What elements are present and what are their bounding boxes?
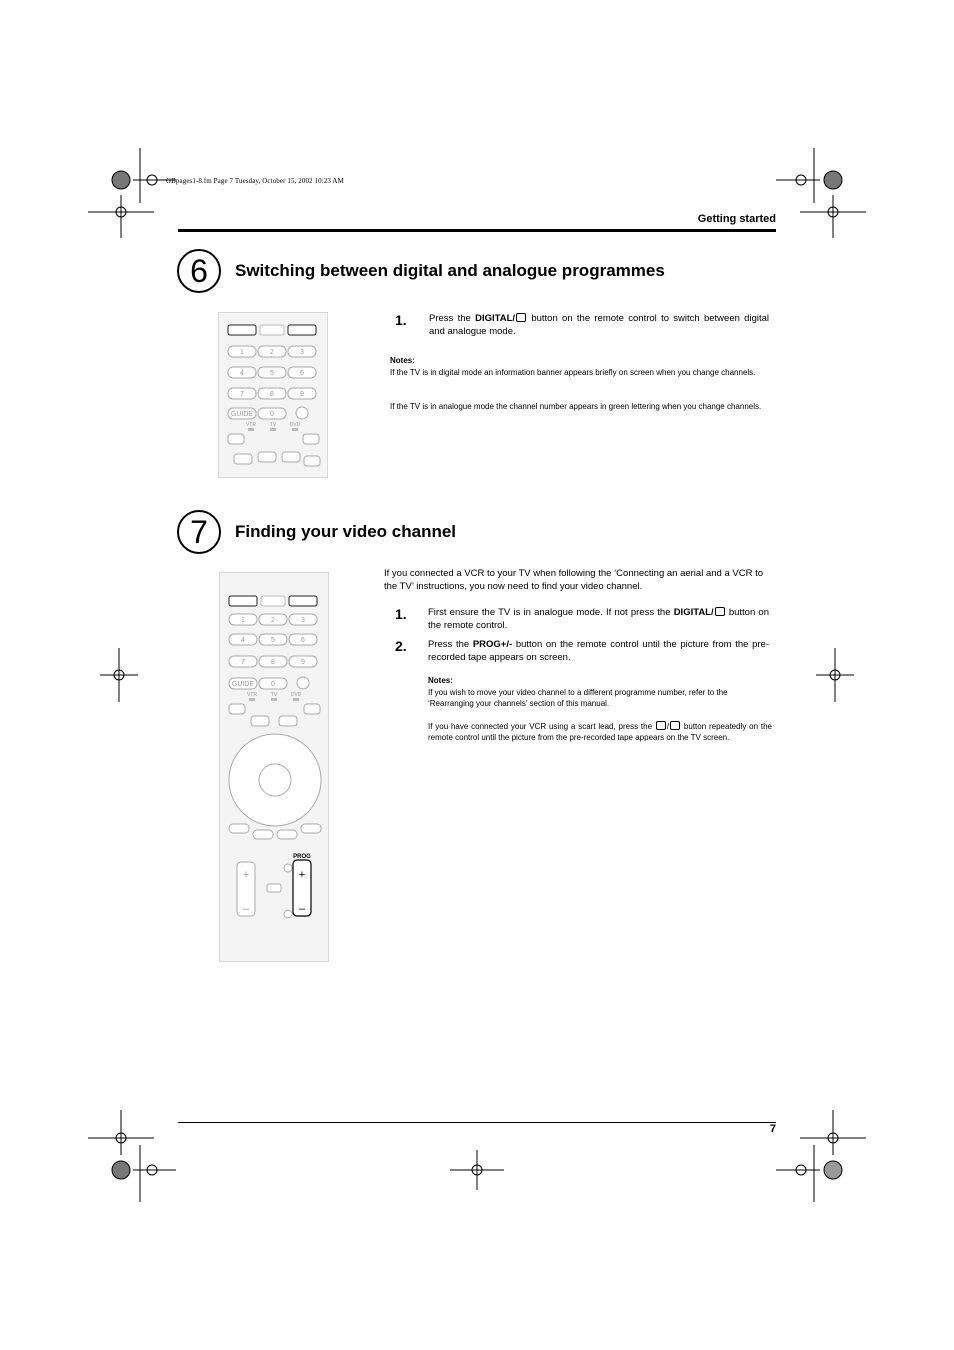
remote2-key-6: 6 — [301, 637, 305, 644]
remote1-key-6: 6 — [300, 370, 304, 377]
s7-note2-a: If you have connected your VCR using a scart lead, press the — [428, 722, 655, 731]
section-7-step-2 — [428, 638, 769, 664]
remote1-mode-vtr: VTR — [246, 422, 256, 428]
section-7-intro: If you connected a VCR to your TV when following the ‘Connecting an aerial and a VCR to the TV’ instructions, you now need to find your video channel. — [384, 568, 763, 592]
remote1-key-0: 0 — [270, 411, 274, 418]
page-number: 7 — [769, 1123, 776, 1135]
remote2-mode-vtr: VTR — [247, 692, 257, 698]
remote2-mode-tv: TV — [270, 692, 278, 698]
section-7-note-2: If you have connected your VCR using a scart lead, press the / button repeatedly on the remote control until the picture from the pre-recorded tape appears on the TV screen. — [428, 722, 772, 742]
remote2-guide: GUIDE — [231, 681, 255, 688]
section-6-note-1: If the TV is in digital mode an information banner appears briefly on screen when you change channels. — [390, 368, 756, 377]
remote1-key-1: 1 — [240, 349, 244, 356]
remote2-key-4: 4 — [241, 637, 245, 644]
s7-step2-bold: PROG+/- — [472, 639, 513, 650]
section-6-title: Switching between digital and analogue programmes — [235, 261, 665, 280]
remote1-mode-tv: TV — [269, 422, 277, 428]
remote1-key-3: 3 — [300, 349, 304, 356]
s7-step2-a: Press the — [428, 639, 473, 650]
section-6-notes-heading: Notes: — [390, 356, 415, 365]
s6-step1-b: button on the remote control to switch between digital and analogue mode. — [429, 313, 770, 337]
header-rule — [178, 229, 776, 232]
footer-rule — [178, 1122, 776, 1123]
remote2-prog-minus: – — [298, 903, 306, 915]
s7-step1-a: First ensure the TV is in analogue mode. If not press the — [428, 607, 674, 618]
input-icon — [656, 721, 666, 730]
file-info: GBpages1-8.fm Page 7 Tuesday, October 15, 2002 10:23 AM — [166, 177, 344, 185]
remote1-key-2: 2 — [270, 349, 274, 356]
remote1-key-5: 5 — [270, 370, 274, 377]
remote1-key-8: 8 — [270, 391, 274, 398]
remote2-prog-plus: + — [298, 869, 306, 881]
s7-note2-b: button repeatedly on the remote control until the picture from the pre-recorded tape appears on the TV screen. — [428, 722, 772, 742]
s6-step1-a: Press the — [429, 313, 476, 324]
remote2-vol-minus: – — [242, 903, 250, 915]
running-header: Getting started — [697, 213, 776, 225]
remote1-key-9: 9 — [300, 391, 304, 398]
s7-step2-b: button on the remote control until the picture from the pre-recorded tape appears on screen. — [428, 639, 769, 663]
section-6-step-1 — [429, 312, 769, 338]
remote2-mode-dvd: DVD — [290, 692, 302, 698]
tv-icon — [516, 313, 526, 322]
remote1-mode-dvd: DVD — [289, 422, 301, 428]
section-6-note-2: If the TV is in analogue mode the channel number appears in green lettering when you change channels. — [390, 402, 762, 411]
remote1-key-7: 7 — [240, 391, 244, 398]
s7-step1-bold: DIGITAL/ — [673, 607, 714, 618]
remote-illustration-2 — [219, 572, 329, 962]
remote2-vol-plus: + — [242, 869, 250, 881]
remote2-key-0: 0 — [271, 681, 275, 688]
section-7-title: Finding your video channel — [235, 522, 457, 541]
section-7-note-1: If you wish to move your video channel to a different programme number, refer to the ‘Rearranging your channels’ section of this manual. — [428, 688, 728, 708]
section-7-step-2-number: 2. — [395, 638, 407, 654]
remote2-key-5: 5 — [271, 637, 275, 644]
section-7-step-1 — [428, 606, 769, 632]
section-7-step-1-number: 1. — [395, 606, 407, 622]
step-6-circle: 6 — [177, 249, 221, 293]
remote1-key-4: 4 — [240, 370, 244, 377]
s6-step1-bold: DIGITAL/ — [475, 313, 516, 324]
remote2-key-8: 8 — [271, 659, 275, 666]
s7-step1-b: button on the remote control. — [428, 607, 769, 631]
remote2-prog-label: PROG — [293, 854, 311, 860]
remote2-key-1: 1 — [241, 617, 245, 624]
tv-icon — [715, 607, 725, 616]
remote-illustration-1 — [218, 312, 328, 478]
step-7-circle: 7 — [177, 510, 221, 554]
remote2-key-2: 2 — [271, 617, 275, 624]
remote2-key-7: 7 — [241, 659, 245, 666]
remote2-key-3: 3 — [301, 617, 305, 624]
input-select-icon — [670, 721, 680, 730]
remote2-key-9: 9 — [301, 659, 305, 666]
section-6-step-1-number: 1. — [395, 312, 407, 328]
section-7-notes-heading: Notes: — [428, 676, 453, 685]
remote1-guide: GUIDE — [230, 411, 254, 418]
